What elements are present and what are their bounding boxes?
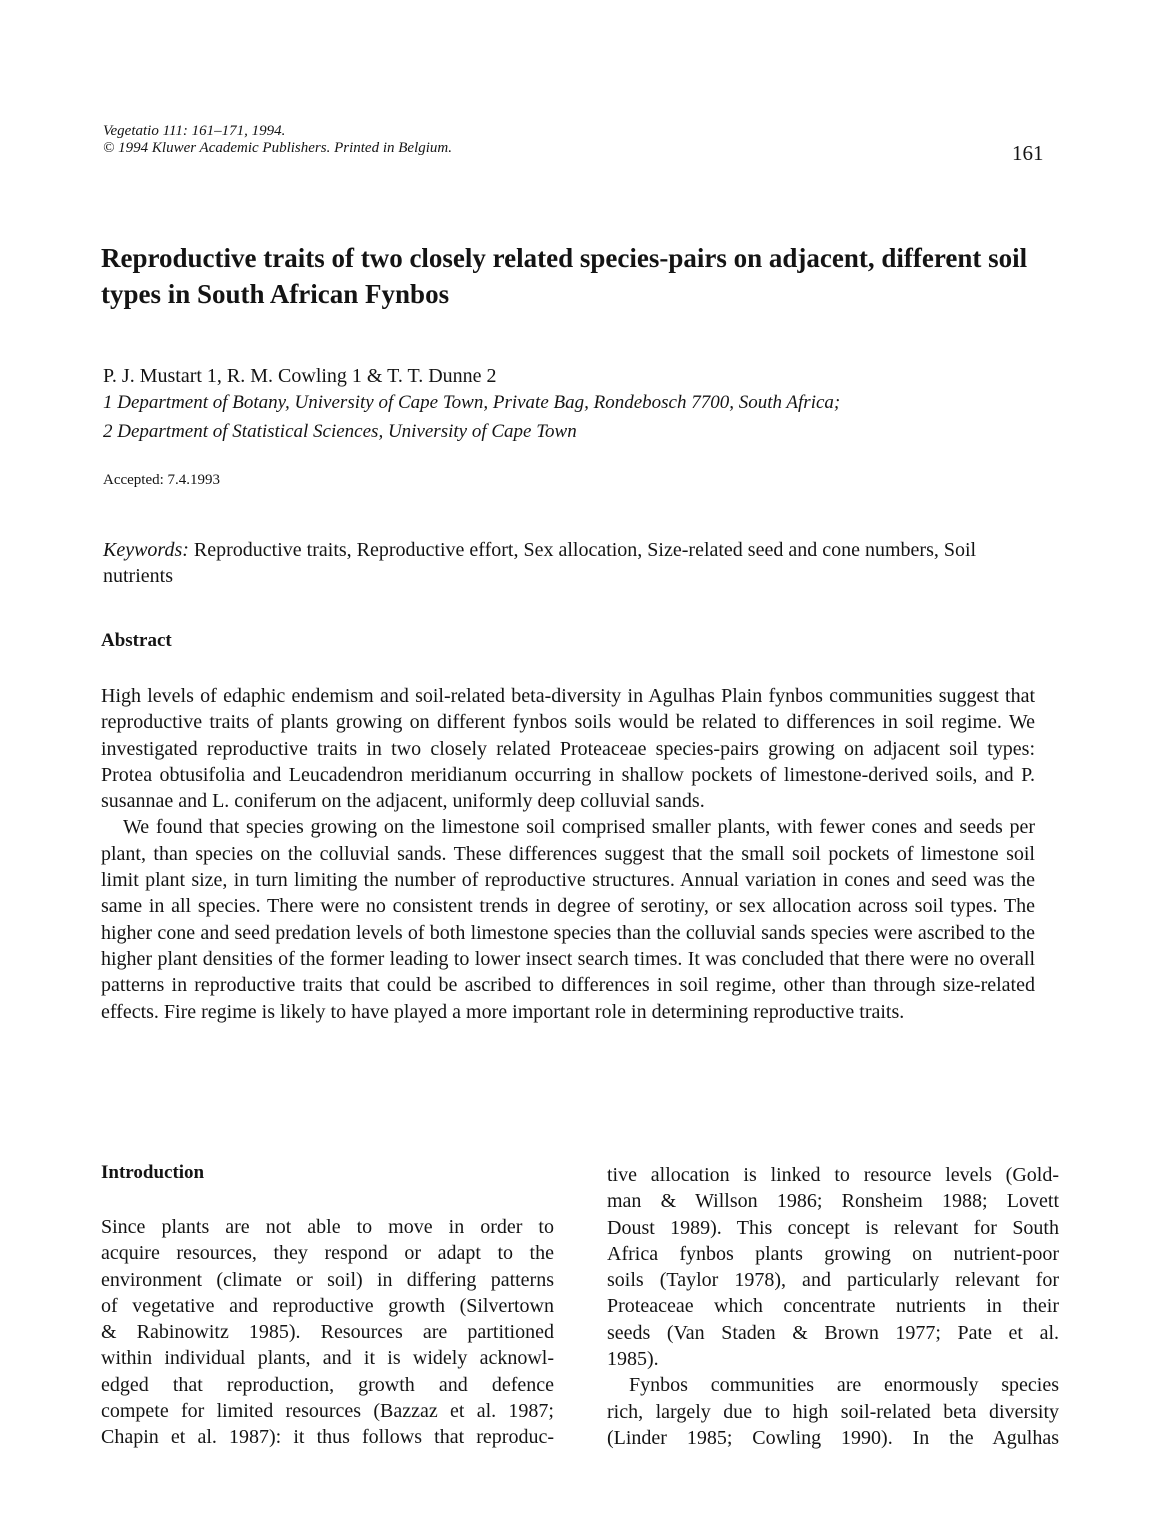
text-line: Since plants are not able to move in order to <box>101 1216 554 1238</box>
text-line: seeds (Van Staden & Brown 1977; Pate et al. <box>607 1321 1059 1344</box>
journal-line-2: © 1994 Kluwer Academic Publishers. Printed in Belgium. <box>103 140 452 156</box>
paper-title: Reproductive traits of two closely related species-pairs on adjacent, different soil types in South African Fynbos <box>101 243 1028 309</box>
affiliation-2: 2 Department of Statistical Sciences, University of Cape Town <box>103 421 577 442</box>
text-line: 1985). <box>607 1348 659 1371</box>
introduction-heading: Introduction <box>101 1162 205 1183</box>
journal-line-1: Vegetatio 111: 161–171, 1994. <box>103 123 286 139</box>
text-line: environment (climate or soil) in differing patterns <box>101 1268 554 1291</box>
text-line: of vegetative and reproductive growth (Silvertown <box>101 1294 554 1317</box>
text-line: Fynbos communities are enormously species <box>629 1374 1059 1397</box>
introduction-right-column <box>607 1162 1059 1451</box>
keywords-label: Keywords: <box>103 539 189 561</box>
text-line: Proteaceae which concentrate nutrients in their <box>607 1295 1059 1318</box>
text-line: Chapin et al. 1987): it thus follows that reproduc- <box>101 1426 554 1449</box>
affiliation-1: 1 Department of Botany, University of Cape Town, Private Bag, Rondebosch 7700, South Africa; <box>103 392 841 413</box>
journal-citation <box>103 123 452 157</box>
abstract-paragraph-2: We found that species growing on the limestone soil comprised smaller plants, with fewer cones and seeds per plant, than species on the colluvial sands. These differences suggest that the small soil pockets of limestone soil limit plant size, in turn limiting the number of reproductive structures. Annual variation in cones and seed was the same in all species. There were no consistent trends in degree of serotiny, or sex allocation across soil types. The higher cone and seed predation levels of both limestone species than the colluvial sands species were ascribed to the higher plant densities of the former leading to lower insect search times. It was concluded that there were no overall patterns in reproductive traits that could be ascribed to differences in soil regime, other than through size-related effects. Fire regime is likely to have played a more important role in determining reproductive traits. <box>101 816 1035 1023</box>
introduction-left-column <box>101 1214 554 1451</box>
text-line: & Rabinowitz 1985). Resources are partitioned <box>101 1321 554 1344</box>
text-line: within individual plants, and it is widely acknowl- <box>101 1347 554 1370</box>
keywords-text: Reproductive traits, Reproductive effort, Sex allocation, Size-related seed and cone numbers, Soil nutrients <box>103 539 977 587</box>
text-line: tive allocation is linked to resource levels (Gold- <box>607 1164 1059 1186</box>
abstract-heading: Abstract <box>101 630 172 651</box>
keywords <box>103 537 1023 589</box>
text-line: Africa fynbos plants growing on nutrient-poor <box>607 1242 1059 1265</box>
text-line: rich, largely due to high soil-related beta diversity <box>607 1400 1059 1423</box>
text-line: acquire resources, they respond or adapt to the <box>101 1242 554 1265</box>
text-line: compete for limited resources (Bazzaz et al. 1987; <box>101 1400 554 1423</box>
text-line: man & Willson 1986; Ronsheim 1988; Lovett <box>607 1190 1059 1213</box>
text-line: edged that reproduction, growth and defence <box>101 1373 554 1396</box>
accepted-date: Accepted: 7.4.1993 <box>103 472 221 488</box>
author-list: P. J. Mustart 1, R. M. Cowling 1 & T. T. Dunne 2 <box>103 365 497 387</box>
page-number: 161 <box>1012 141 1044 165</box>
text-line: (Linder 1985; Cowling 1990). In the Agulhas <box>607 1426 1059 1449</box>
abstract-paragraph-1: High levels of edaphic endemism and soil-related beta-diversity in Agulhas Plain fynbos communities suggest that reproductive traits of plants growing on different fynbos soils would be related to differences in soil regime. We investigated reproductive traits in two closely related Proteaceae species-pairs growing on adjacent soil types: Protea obtusifolia and Leucadendron meridianum occurring in shallow pockets of limestone-derived soils, and P. susannae and L. coniferum on the adjacent, uniformly deep colluvial sands. <box>101 685 1035 813</box>
abstract-body <box>101 683 1035 1025</box>
text-line: Doust 1989). This concept is relevant for South <box>607 1216 1059 1239</box>
text-line: soils (Taylor 1978), and particularly relevant for <box>607 1269 1059 1292</box>
